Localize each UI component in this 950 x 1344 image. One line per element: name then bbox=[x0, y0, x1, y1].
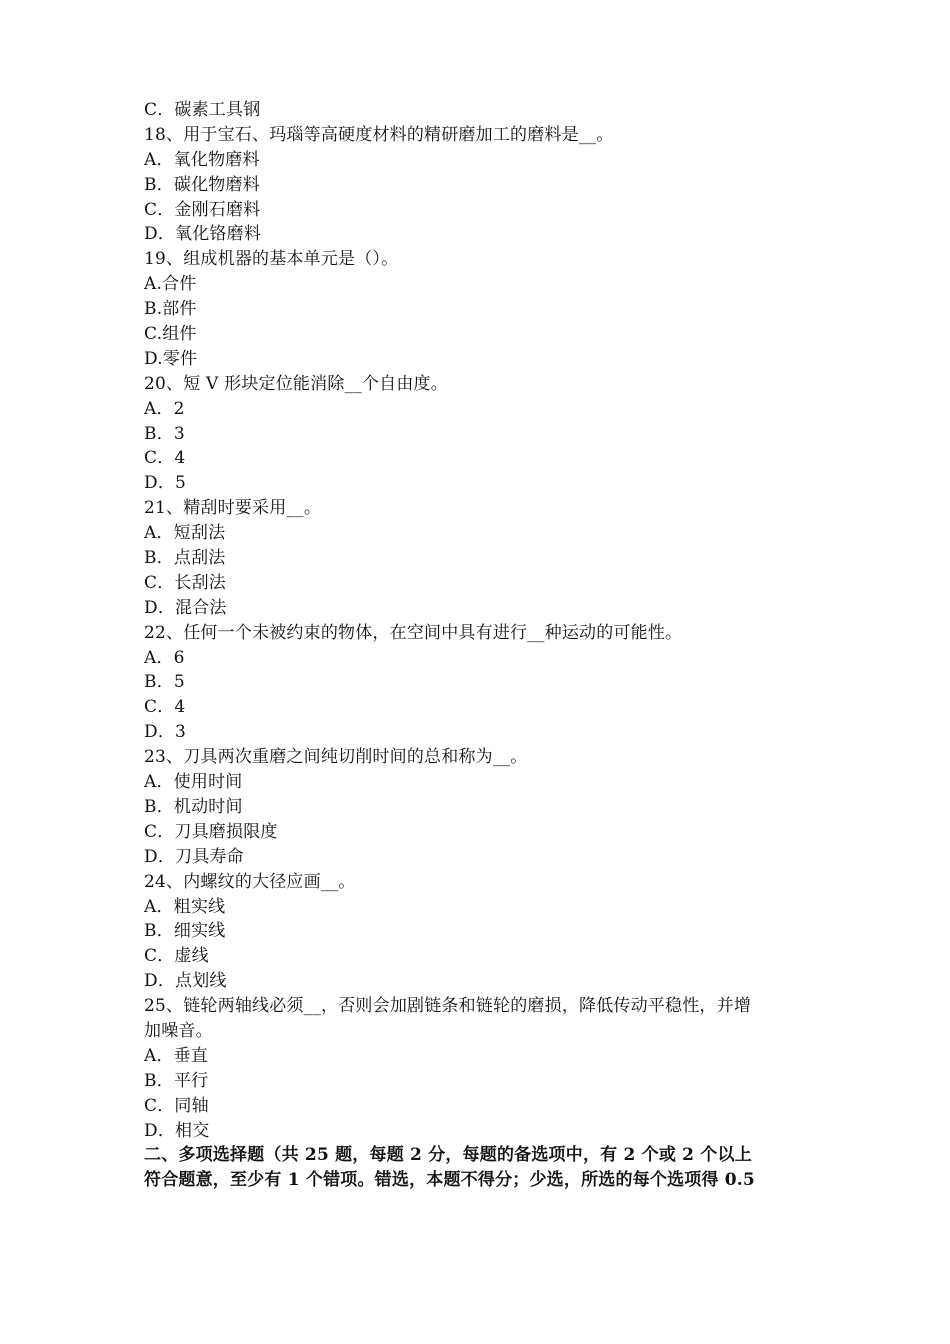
question-22-option-d: D．3 bbox=[144, 722, 187, 743]
question-23-option-b: B．机动时间 bbox=[144, 796, 243, 817]
question-23-option-c: C．刀具磨损限度 bbox=[144, 821, 278, 842]
question-19-option-c: C.组件 bbox=[144, 324, 197, 345]
question-18-option-d: D．氧化铬磨料 bbox=[144, 224, 262, 245]
question-18-option-b: B．碳化物磨料 bbox=[144, 174, 260, 195]
document-page bbox=[144, 98, 814, 1193]
question-24-option-d: D．点划线 bbox=[144, 971, 227, 992]
question-19-option-a: A.合件 bbox=[144, 274, 197, 295]
option-c-carbon-tool-steel: C．碳素工具钢 bbox=[144, 100, 261, 120]
question-24-option-b: B．细实线 bbox=[144, 921, 226, 942]
question-22-option-a: A．6 bbox=[144, 647, 185, 668]
question-23: 23、刀具两次重磨之间纯切削时间的总和称为__。 bbox=[144, 747, 528, 768]
question-21-option-d: D．混合法 bbox=[144, 597, 227, 618]
question-22: 22、任何一个未被约束的物体，在空间中具有进行__种运动的可能性。 bbox=[144, 622, 683, 643]
question-18: 18、用于宝石、玛瑙等高硬度材料的精研磨加工的磨料是__。 bbox=[144, 124, 614, 145]
question-25: 25、链轮两轴线必须__，否则会加剧链条和链轮的磨损，降低传动平稳性，并增 bbox=[144, 996, 752, 1017]
question-21-option-c: C．长刮法 bbox=[144, 572, 227, 593]
question-22-option-b: B．5 bbox=[144, 672, 185, 693]
question-21-option-b: B．点刮法 bbox=[144, 548, 226, 569]
question-21-option-a: A．短刮法 bbox=[144, 523, 226, 544]
question-22-option-c: C．4 bbox=[144, 697, 186, 718]
section-heading-line-2: 符合题意，至少有 1 个错项。错选，本题不得分；少选，所选的每个选项得 0.5 bbox=[144, 1170, 755, 1191]
section-heading-line-1: 二、多项选择题（共 25 题，每题 2 分，每题的备选项中，有 2 个或 2 个以上 bbox=[144, 1145, 752, 1166]
question-20-option-d: D．5 bbox=[144, 473, 187, 494]
question-25-option-d: D．相交 bbox=[144, 1120, 210, 1141]
question-20-option-a: A．2 bbox=[144, 398, 185, 419]
question-23-option-a: A．使用时间 bbox=[144, 772, 243, 793]
question-24-option-a: A．粗实线 bbox=[144, 896, 226, 917]
question-24-option-c: C．虚线 bbox=[144, 946, 209, 967]
question-25-option-c: C．同轴 bbox=[144, 1095, 209, 1116]
question-23-option-d: D．刀具寿命 bbox=[144, 846, 244, 867]
question-25-continued: 加噪音。 bbox=[144, 1020, 213, 1041]
question-20-option-b: B．3 bbox=[144, 423, 185, 444]
question-25-option-a: A．垂直 bbox=[144, 1045, 209, 1066]
question-19-option-d: D.零件 bbox=[144, 348, 198, 369]
question-20-option-c: C．4 bbox=[144, 448, 186, 469]
question-20: 20、短 V 形块定位能消除__个自由度。 bbox=[144, 373, 448, 394]
question-25-option-b: B．平行 bbox=[144, 1070, 209, 1091]
question-18-option-a: A．氧化物磨料 bbox=[144, 149, 260, 170]
question-18-option-c: C．金刚石磨料 bbox=[144, 199, 261, 220]
question-24: 24、内螺纹的大径应画__。 bbox=[144, 871, 356, 892]
question-21: 21、精刮时要采用__。 bbox=[144, 498, 322, 519]
question-19-option-b: B.部件 bbox=[144, 299, 197, 320]
question-19: 19、组成机器的基本单元是（）。 bbox=[144, 249, 399, 270]
